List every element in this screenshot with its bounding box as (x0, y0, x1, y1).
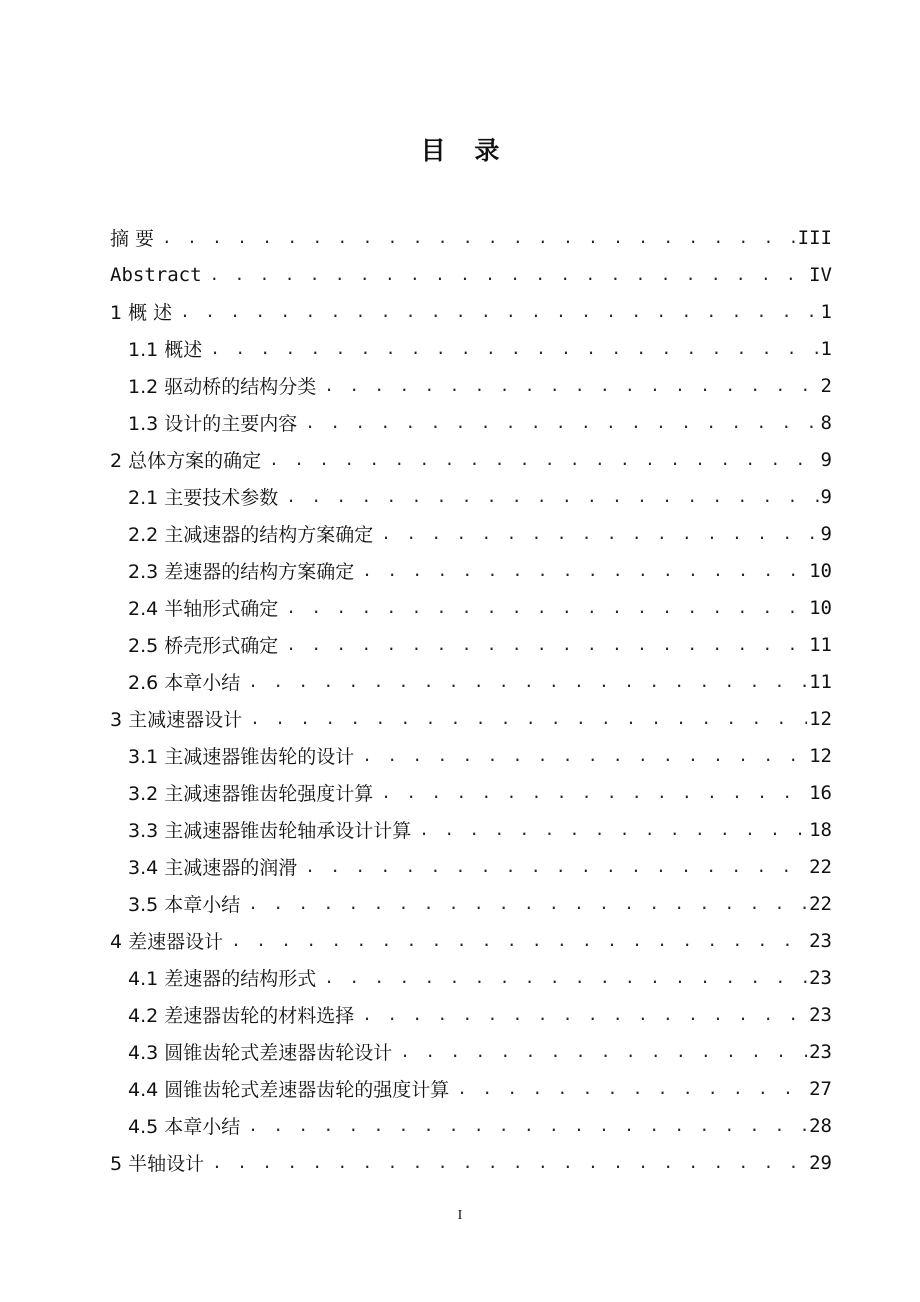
toc-entry-label: 2.1 主要技术参数 (128, 487, 279, 509)
toc-entry[interactable] (110, 256, 832, 293)
toc-entry-label: Abstract (110, 263, 202, 286)
dot-leader (231, 933, 807, 949)
toc-entry-label: 5 半轴设计 (110, 1153, 205, 1175)
toc-entry-page: 22 (809, 855, 832, 878)
toc-entry-page: 11 (809, 633, 832, 656)
toc-entry-label: 4.1 差速器的结构形式 (128, 968, 317, 990)
toc-entry-page: 9 (820, 522, 832, 545)
toc-entry[interactable] (110, 515, 832, 552)
toc-entry[interactable] (110, 663, 832, 700)
toc-entry-page: 12 (809, 707, 832, 730)
toc-entry-page: 28 (809, 1114, 832, 1137)
toc-entry[interactable] (110, 404, 832, 441)
dot-leader (305, 859, 807, 875)
toc-entry-page: III (797, 226, 832, 249)
toc-entry-label: 2.5 桥壳形式确定 (128, 635, 279, 657)
toc-entry-page: 9 (820, 485, 832, 508)
toc-entry[interactable] (110, 996, 832, 1033)
toc-entry-label: 4 差速器设计 (110, 931, 224, 953)
toc-entry-label: 2.2 主减速器的结构方案确定 (128, 524, 374, 546)
dot-leader (286, 637, 807, 653)
toc-entry-page: 2 (820, 374, 832, 397)
toc-entry-page: 18 (809, 818, 832, 841)
toc-entry[interactable] (110, 441, 832, 478)
toc-entry[interactable] (110, 774, 832, 811)
dot-leader (286, 489, 818, 505)
toc-entry[interactable] (110, 1070, 832, 1107)
dot-leader (248, 674, 807, 690)
toc-entry-label: 2.4 半轴形式确定 (128, 598, 279, 620)
toc-entry[interactable] (110, 1033, 832, 1070)
toc-entry[interactable] (110, 959, 832, 996)
toc-entry-label: 1.3 设计的主要内容 (128, 413, 298, 435)
toc-entry[interactable] (110, 626, 832, 663)
dot-leader (212, 1155, 807, 1171)
toc-entry-label: 3.3 主减速器锥齿轮轴承设计计算 (128, 820, 412, 842)
page-title: 目 录 (420, 136, 510, 165)
toc-entry[interactable] (110, 885, 832, 922)
toc-entry-page: IV (809, 263, 832, 286)
table-of-contents (110, 219, 832, 1181)
toc-entry[interactable] (110, 293, 832, 330)
toc-entry-page: 11 (809, 670, 832, 693)
dot-leader (210, 341, 818, 357)
toc-entry[interactable] (110, 589, 832, 626)
toc-entry[interactable] (110, 552, 832, 589)
toc-entry[interactable] (110, 219, 832, 256)
toc-entry-label: 1 概 述 (110, 302, 173, 324)
toc-entry-page: 10 (809, 596, 832, 619)
toc-entry-label: 4.3 圆锥齿轮式差速器齿轮设计 (128, 1042, 393, 1064)
dot-leader (400, 1044, 807, 1060)
toc-entry-page: 8 (820, 411, 832, 434)
toc-entry-label: 4.2 差速器齿轮的材料选择 (128, 1005, 355, 1027)
toc-entry-page: 22 (809, 892, 832, 915)
toc-entry-label: 1.1 概述 (128, 339, 203, 361)
toc-entry-page: 23 (809, 966, 832, 989)
toc-entry-page: 9 (820, 448, 832, 471)
dot-leader (305, 415, 818, 431)
dot-leader (248, 896, 807, 912)
toc-entry-label: 4.4 圆锥齿轮式差速器齿轮的强度计算 (128, 1079, 450, 1101)
toc-entry-page: 1 (820, 337, 832, 360)
dot-leader (162, 230, 796, 246)
toc-entry[interactable] (110, 848, 832, 885)
toc-entry[interactable] (110, 478, 832, 515)
toc-entry-page: 29 (809, 1151, 832, 1174)
dot-leader (419, 822, 807, 838)
dot-leader (324, 378, 818, 394)
toc-entry-label: 摘 要 (110, 228, 155, 250)
dot-leader (362, 563, 807, 579)
toc-entry-label: 4.5 本章小结 (128, 1116, 241, 1138)
dot-leader (324, 970, 807, 986)
toc-entry-label: 3 主减速器设计 (110, 709, 243, 731)
toc-entry[interactable] (110, 367, 832, 404)
toc-entry-page: 23 (809, 1040, 832, 1063)
toc-entry-page: 1 (820, 300, 832, 323)
dot-leader (362, 1007, 807, 1023)
dot-leader (457, 1081, 807, 1097)
dot-leader (381, 526, 818, 542)
toc-entry[interactable] (110, 737, 832, 774)
toc-entry-page: 16 (809, 781, 832, 804)
toc-entry-label: 2.6 本章小结 (128, 672, 241, 694)
toc-entry[interactable] (110, 1144, 832, 1181)
toc-entry[interactable] (110, 811, 832, 848)
toc-entry-page: 10 (809, 559, 832, 582)
toc-entry-label: 1.2 驱动桥的结构分类 (128, 376, 317, 398)
dot-leader (269, 452, 818, 468)
toc-entry-label: 3.4 主减速器的润滑 (128, 857, 298, 879)
toc-entry[interactable] (110, 922, 832, 959)
dot-leader (180, 304, 818, 320)
toc-entry[interactable] (110, 1107, 832, 1144)
toc-entry-label: 3.1 主减速器锥齿轮的设计 (128, 746, 355, 768)
toc-entry-page: 23 (809, 929, 832, 952)
toc-entry-page: 12 (809, 744, 832, 767)
dot-leader (381, 785, 807, 801)
toc-entry-label: 3.5 本章小结 (128, 894, 241, 916)
dot-leader (210, 267, 808, 283)
dot-leader (286, 600, 807, 616)
toc-entry[interactable] (110, 700, 832, 737)
toc-entry-label: 3.2 主减速器锥齿轮强度计算 (128, 783, 374, 805)
dot-leader (250, 711, 807, 727)
page-number: I (457, 1208, 463, 1223)
toc-entry-page: 27 (809, 1077, 832, 1100)
dot-leader (362, 748, 807, 764)
toc-entry[interactable] (110, 330, 832, 367)
toc-entry-label: 2.3 差速器的结构方案确定 (128, 561, 355, 583)
toc-entry-page: 23 (809, 1003, 832, 1026)
dot-leader (248, 1118, 807, 1134)
toc-entry-label: 2 总体方案的确定 (110, 450, 262, 472)
